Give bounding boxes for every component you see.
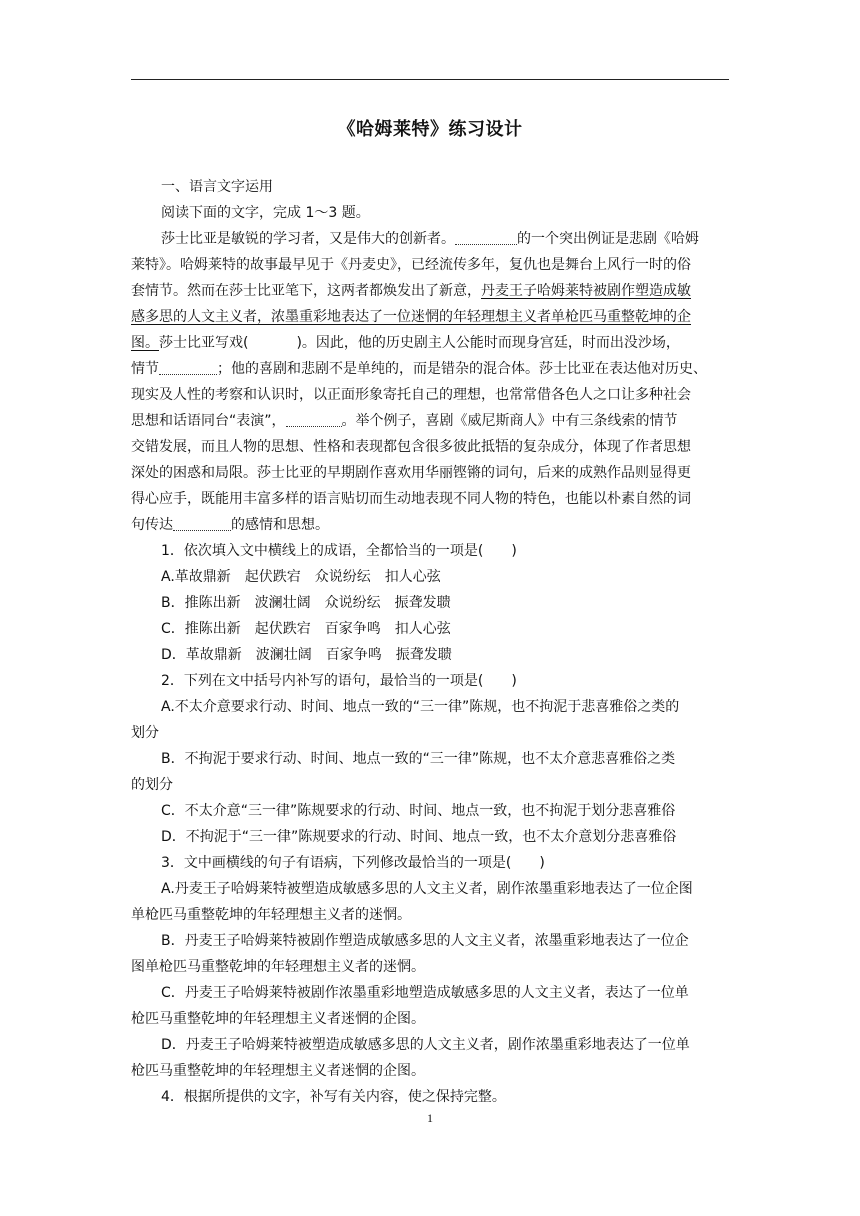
question-3-option-c-cont[interactable]: 枪匹马重整乾坤的年轻理想主义者迷惘的企图。	[131, 1011, 425, 1027]
document-title: 《哈姆莱特》练习设计	[337, 119, 523, 140]
underlined-sentence: 图。	[131, 335, 159, 351]
passage-line-9: 交错发展，而且人物的思想、性格和表现都包含很多彼此抵牾的复杂成分，体现了作者思想	[131, 439, 691, 455]
question-3-option-b[interactable]: B．丹麦王子哈姆莱特被剧作塑造成敏感多思的人文主义者，浓墨重彩地表达了一位企	[161, 933, 689, 949]
underlined-sentence: 丹麦王子哈姆莱特被剧作塑造成敏	[481, 283, 691, 299]
underlined-sentence: 感多思的人文主义者，浓墨重彩地表达了一位迷惘的年轻理想主义者单枪匹马重整乾坤的企	[131, 309, 691, 325]
question-1-option-d[interactable]: D．革故鼎新 波澜壮阔 百家争鸣 振聋发聩	[161, 647, 452, 663]
question-3-option-d[interactable]: D．丹麦王子哈姆莱特被塑造成敏感多思的人文主义者，剧作浓墨重彩地表达了一位单	[161, 1037, 690, 1053]
question-2-option-b-cont[interactable]: 的划分	[131, 777, 173, 793]
fill-blank-4[interactable]	[173, 516, 231, 531]
fill-blank-2[interactable]	[159, 360, 217, 375]
question-2-option-c[interactable]: C．不太介意“三一律”陈规要求的行动、时间、地点一致，也不拘泥于划分悲喜雅俗	[161, 803, 676, 819]
passage-line-8	[131, 411, 678, 431]
section-heading: 一、语言文字运用	[161, 179, 273, 195]
question-3-option-b-cont[interactable]: 图单枪匹马重整乾坤的年轻理想主义者的迷惘。	[131, 959, 425, 975]
passage-text: 情节	[131, 361, 159, 377]
passage-line-1	[161, 229, 699, 249]
question-1-option-c[interactable]: C．推陈出新 起伏跌宕 百家争鸣 扣人心弦	[161, 621, 451, 637]
passage-text: )。因此，他的历史剧主人公能时而现身宫廷，时而出没沙场，	[296, 335, 680, 351]
passage-text: ；他的喜剧和悲剧不是单纯的，而是错杂的混合体。莎士比亚在表达他对历史、	[217, 361, 707, 377]
question-3-stem: 3．文中画横线的句子有语病，下列修改最恰当的一项是( )	[161, 855, 545, 871]
header-rule	[131, 79, 729, 80]
passage-line-3	[131, 281, 691, 301]
passage-text: 莎士比亚写戏(	[159, 335, 249, 351]
question-2-option-d[interactable]: D．不拘泥于“三一律”陈规要求的行动、时间、地点一致，也不太介意划分悲喜雅俗	[161, 829, 677, 845]
reading-instruction: 阅读下面的文字，完成 1～3 题。	[161, 205, 370, 221]
question-2-stem: 2．下列在文中括号内补写的语句，最恰当的一项是( )	[161, 673, 517, 689]
passage-line-5	[131, 333, 680, 353]
question-1-stem: 1．依次填入文中横线上的成语，全都恰当的一项是( )	[161, 543, 517, 559]
passage-line-7: 现实及人性的考察和认识时，以正面形象寄托自己的理想，也常常借各色人之口让多种社会	[131, 387, 691, 403]
passage-text: 莎士比亚是敏锐的学习者，又是伟大的创新者。	[161, 231, 455, 247]
question-3-option-a[interactable]: A.丹麦王子哈姆莱特被塑造成敏感多思的人文主义者，剧作浓墨重彩地表达了一位企图	[161, 881, 693, 897]
passage-line-12	[131, 515, 329, 535]
page-number: 1	[427, 1111, 433, 1125]
fill-blank-3[interactable]	[286, 412, 342, 427]
question-3-option-d-cont[interactable]: 枪匹马重整乾坤的年轻理想主义者迷惘的企图。	[131, 1063, 425, 1079]
question-3-option-c[interactable]: C．丹麦王子哈姆莱特被剧作浓墨重彩地塑造成敏感多思的人文主义者，表达了一位单	[161, 985, 689, 1001]
question-1-option-a[interactable]: A.革故鼎新 起伏跌宕 众说纷纭 扣人心弦	[161, 569, 441, 585]
passage-line-11: 得心应手，既能用丰富多样的语言贴切而生动地表现不同人物的特色，也能以朴素自然的词	[131, 491, 691, 507]
passage-line-6	[131, 359, 707, 379]
fill-blank-1[interactable]	[455, 230, 517, 245]
question-2-option-b[interactable]: B．不拘泥于要求行动、时间、地点一致的“三一律”陈规，也不太介意悲喜雅俗之类	[161, 751, 676, 767]
passage-text: 的一个突出例证是悲剧《哈姆	[517, 231, 699, 247]
passage-text: 。举个例子，喜剧《威尼斯商人》中有三条线索的情节	[341, 413, 678, 429]
question-2-option-a[interactable]: A.不太介意要求行动、时间、地点一致的“三一律”陈规，也不拘泥于悲喜雅俗之类的	[161, 699, 680, 715]
question-2-option-a-cont[interactable]: 划分	[131, 725, 159, 741]
passage-line-2: 莱特》。哈姆莱特的故事最早见于《丹麦史》，已经流传多年，复仇也是舞台上风行一时的俗	[131, 257, 691, 273]
question-4-stem: 4．根据所提供的文字，补写有关内容，使之保持完整。	[161, 1089, 506, 1105]
passage-text: 的感情和思想。	[231, 517, 329, 533]
question-1-option-b[interactable]: B．推陈出新 波澜壮阔 众说纷纭 振聋发聩	[161, 595, 451, 611]
passage-text: 思想和话语同台“表演”，	[131, 413, 286, 429]
passage-line-10: 深处的困惑和局限。莎士比亚的早期剧作喜欢用华丽铿锵的词句，后来的成熟作品则显得更	[131, 465, 691, 481]
passage-text: 句传达	[131, 517, 173, 533]
question-3-option-a-cont[interactable]: 单枪匹马重整乾坤的年轻理想主义者的迷惘。	[131, 907, 411, 923]
passage-text: 套情节。然而在莎士比亚笔下，这两者都焕发出了新意，	[131, 283, 481, 299]
